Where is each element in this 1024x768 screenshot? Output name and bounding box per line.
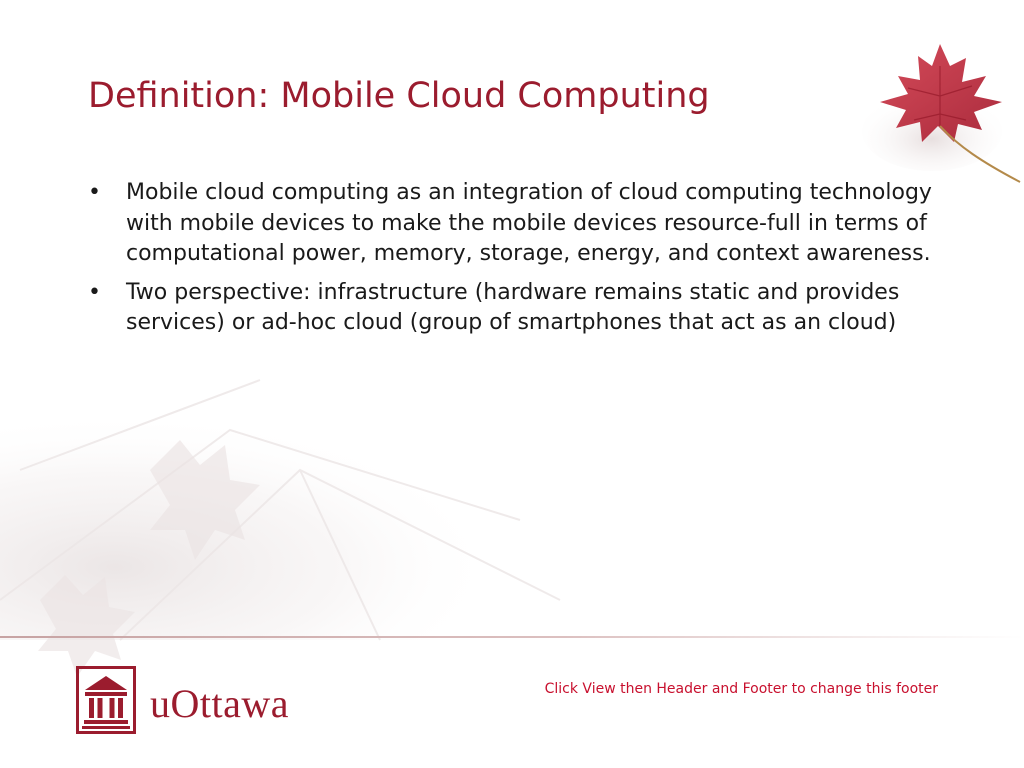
maple-leaf-icon: [862, 36, 1024, 186]
footer-divider: [0, 636, 1024, 638]
university-building-icon: [76, 666, 136, 734]
bullet-marker: •: [88, 180, 101, 205]
bullet-list: [88, 178, 948, 347]
footer-text: Click View then Header and Footer to change this footer: [544, 681, 938, 697]
bullet-text: Mobile cloud computing as an integration of cloud computing technology with mobile devices to make the mobile devices resource-full in terms of computational power, memory, storage, energy, and context awareness.: [126, 180, 932, 266]
logo-wordmark: uOttawa: [150, 681, 290, 726]
bullet-item: [88, 278, 948, 339]
bullet-item: [88, 178, 948, 270]
uottawa-logo: [76, 666, 326, 738]
bullet-marker: •: [88, 279, 101, 305]
bullet-text: Two perspective: infrastructure (hardware remains static and provides services) or ad-hoc cloud (group of smartphones that act as an cloud): [126, 279, 900, 335]
slide-title: Definition: Mobile Cloud Computing: [88, 76, 710, 116]
